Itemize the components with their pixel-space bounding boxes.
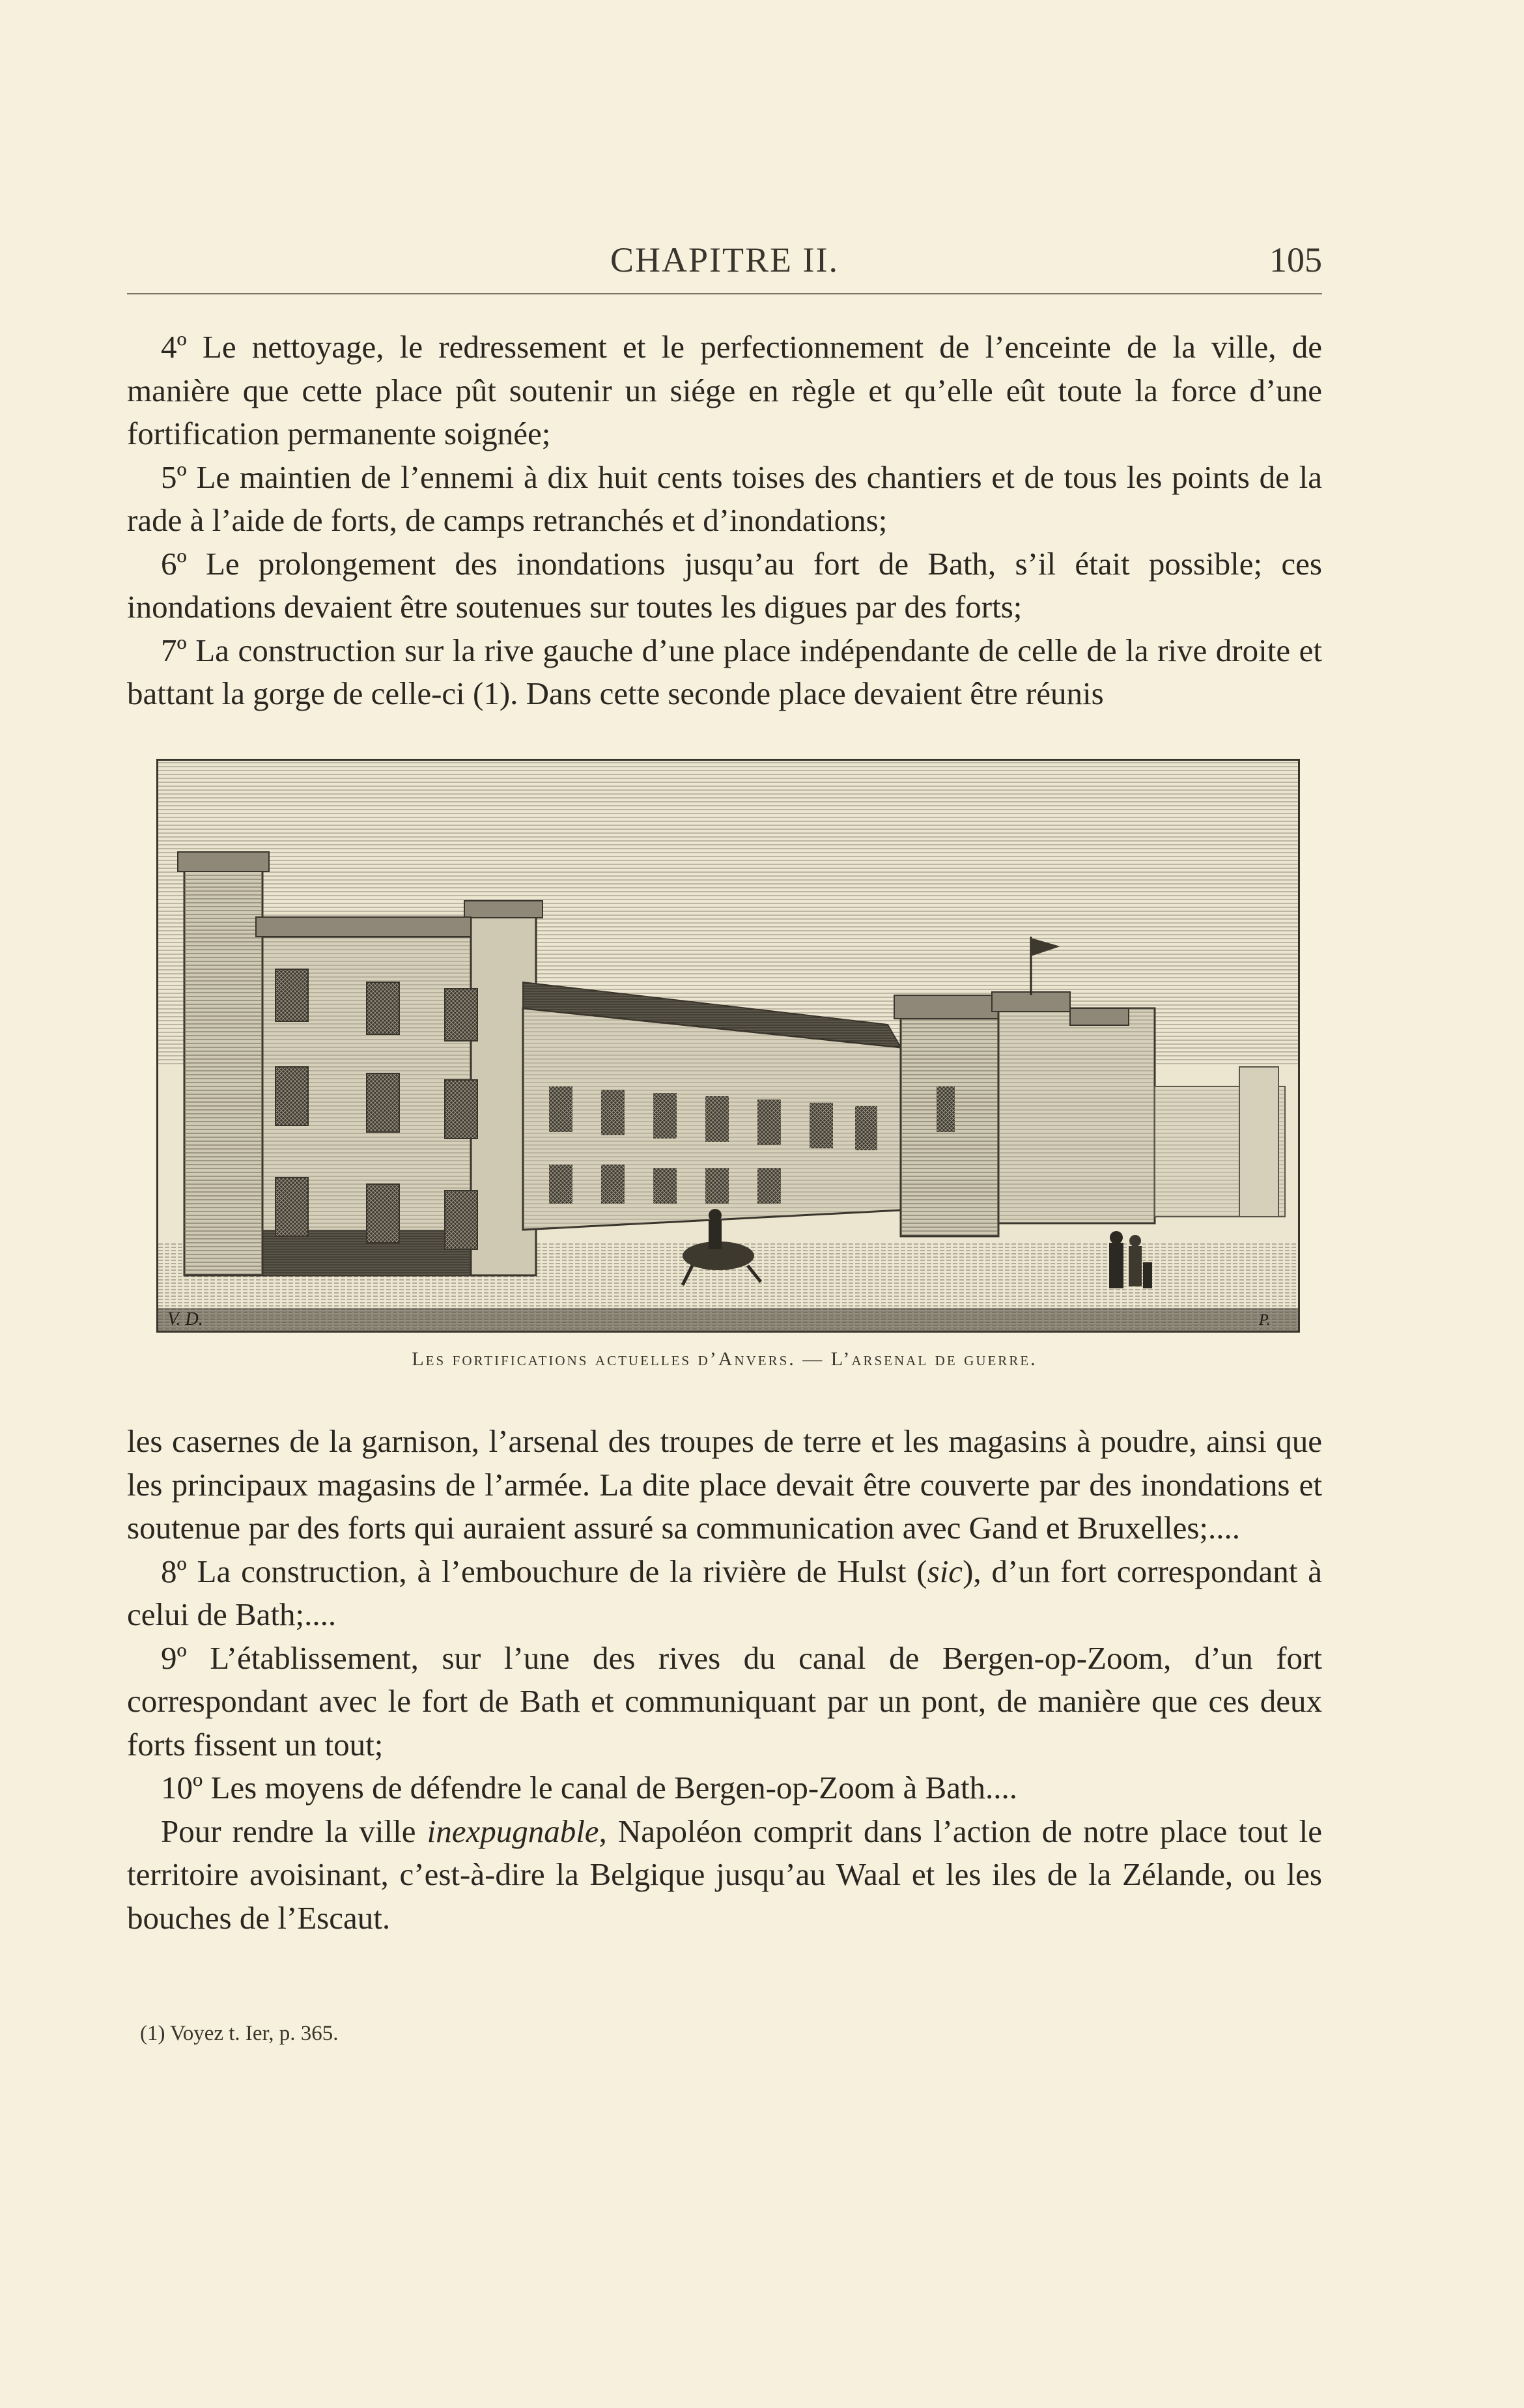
distant-buildings bbox=[1155, 1067, 1285, 1217]
paragraph-item-8 bbox=[127, 1550, 1322, 1637]
long-barracks bbox=[523, 982, 901, 1230]
text-block-bottom bbox=[127, 1420, 1322, 1940]
page-number: 105 bbox=[1269, 240, 1322, 279]
running-title: CHAPITRE II. bbox=[610, 240, 839, 279]
engraver-signature-right: P. bbox=[1259, 1312, 1271, 1329]
paragraph-item-10: 10º Les moyens de défendre le canal de Bergen-op-Zoom à Bath.... bbox=[161, 1770, 1018, 1806]
engraving-arsenal bbox=[156, 759, 1300, 1333]
figure-caption: Les fortifications actuelles d’Anvers. — L’arsenal de guerre. bbox=[412, 1348, 1037, 1370]
paragraph-final bbox=[127, 1810, 1322, 1940]
paragraph-item-5: 5º Le maintien de l’ennemi à dix huit cents toises des chantiers et de tous les points de la rade à l’aide de forts, de camps retranchés et d’inondations; bbox=[127, 459, 1322, 538]
engraving-illustration bbox=[158, 761, 1298, 1331]
final-italic: inexpugnable, bbox=[427, 1813, 607, 1849]
paragraph-continuation: les casernes de la garnison, l’arsenal des troupes de terre et les magasins à poudre, ainsi que les principaux magasins de l’armée. La dite place devait être couverte par des inondations et soutenue par des forts qui auraient assuré sa communication avec Gand et Bruxelles;.... bbox=[127, 1423, 1322, 1546]
paragraph-item-9: 9º L’établissement, sur l’une des rives du canal de Bergen-op-Zoom, d’un fort correspondant avec le fort de Bath et communiquant par un pont, de manière que ces deux forts fissent un tout; bbox=[127, 1639, 1322, 1763]
paragraph-item-7: 7º La construction sur la rive gauche d’une place indépendante de celle de la rive droite et battant la gorge de celle-ci (1). Dans cette seconde place devaient être réunis bbox=[127, 632, 1322, 711]
engraver-signature-left: V. D. bbox=[167, 1309, 203, 1329]
engraving-footer-band bbox=[158, 1308, 1298, 1331]
paragraph-item-4: 4º Le nettoyage, le redressement et le perfectionnement de l’enceinte de la ville, de manière que cette place pût soutenir un siége en règle et qu’elle eût toute la force d’une fortification permanente soignée; bbox=[127, 329, 1322, 451]
item8-text-before: 8º La construction, à l’embouchure de la rivière de Hulst ( bbox=[161, 1553, 927, 1589]
footnote: (1) Voyez t. Ier, p. 365. bbox=[140, 2022, 339, 2045]
header-rule bbox=[127, 293, 1322, 294]
page-header bbox=[127, 234, 1322, 300]
final-text-before: Pour rendre la ville bbox=[161, 1813, 427, 1849]
item8-italic: sic bbox=[927, 1553, 963, 1589]
final-text-after: Napoléon comprit dans l’action de notre place tout le territoire avoisinant, c’est-à-dire la Belgique jusqu’au Waal et les iles de la Zélande, ou les bouches de l’Escaut. bbox=[127, 1813, 1322, 1936]
item8-text-after: ), d’un fort correspondant à celui de Bath;.... bbox=[127, 1553, 1322, 1632]
paragraph-item-6: 6º Le prolongement des inondations jusqu’au fort de Bath, s’il était possible; ces inondations devaient être soutenues sur toutes les digues par des forts; bbox=[127, 545, 1322, 625]
text-block-top bbox=[127, 326, 1322, 716]
